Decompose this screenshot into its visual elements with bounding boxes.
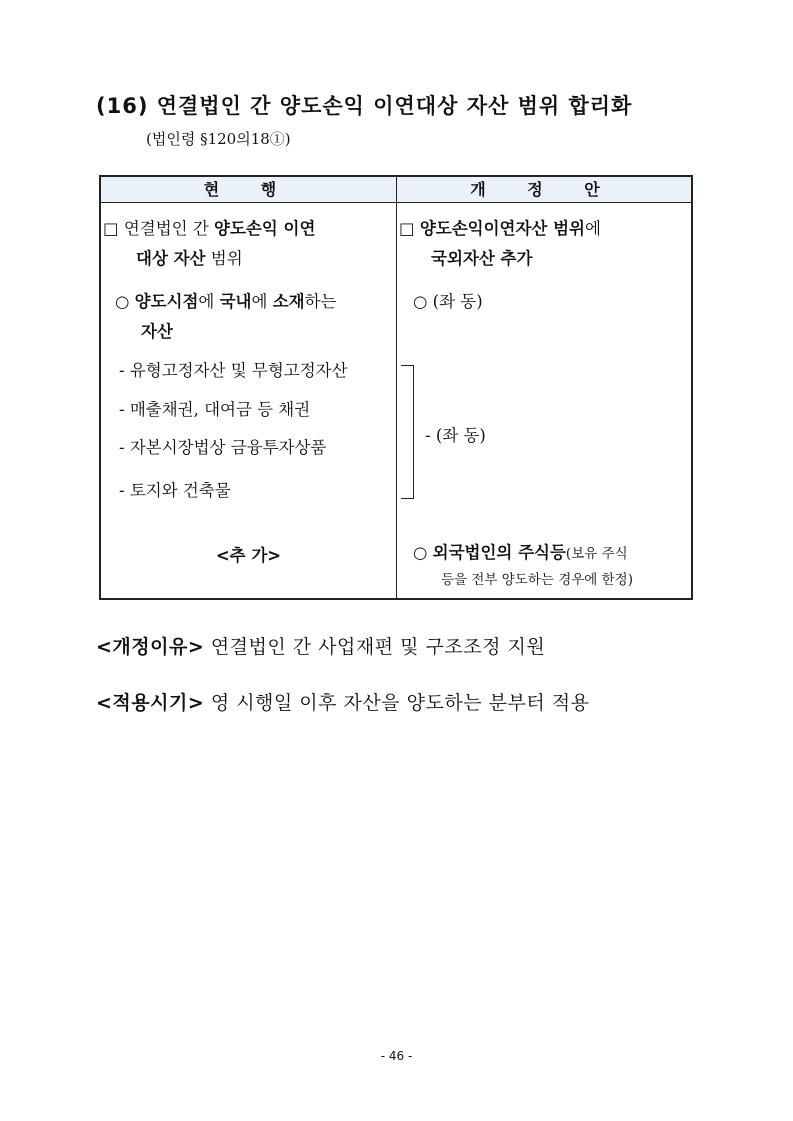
- comparison-table: [99, 175, 693, 600]
- checkbox-icon: □: [399, 219, 420, 238]
- header-proposed: 개 정 안: [397, 177, 691, 203]
- page-number: - 46 -: [380, 1049, 413, 1063]
- text-small: (보유 주식: [565, 546, 628, 562]
- proposed-item-3: - (좌 동): [425, 426, 486, 445]
- text-bold: 양도손익 이연: [214, 219, 316, 238]
- text: 연결법인 간: [123, 219, 215, 238]
- text-bold: 외국법인의 주식등: [432, 543, 566, 562]
- circle-bullet-icon: ○: [413, 543, 433, 562]
- legal-reference: (법인령 §120의18①): [146, 130, 291, 148]
- text-bold: 국내: [219, 292, 252, 311]
- text: 에: [251, 292, 273, 311]
- current-item-2-line-1: [115, 288, 336, 312]
- text-bold: 양도시점: [134, 292, 199, 311]
- text-bold: 대상 자산: [136, 249, 206, 268]
- application-period: [96, 688, 589, 715]
- revision-reason: [96, 632, 545, 659]
- current-subitem-1: - 유형고정자산 및 무형고정자산: [119, 361, 348, 380]
- current-subitem-3: - 자본시장법상 금융투자상품: [119, 438, 327, 457]
- current-subitem-4: - 토지와 건축물: [119, 481, 231, 500]
- current-item-2-line-2: 자산: [141, 322, 173, 341]
- proposed-item-1-line-1: [399, 215, 601, 239]
- text: 범위: [205, 249, 243, 268]
- circle-bullet-icon: ○: [115, 292, 135, 311]
- current-add-placeholder: <추 가>: [215, 546, 282, 565]
- application-period-label: <적용시기>: [96, 692, 205, 714]
- page-title: (16) 연결법인 간 양도손익 이연대상 자산 범위 합리화: [96, 94, 633, 118]
- current-subitem-2: - 매출채권, 대여금 등 채권: [119, 400, 311, 419]
- text-bold: 소재: [272, 292, 305, 311]
- text: 에: [198, 292, 220, 311]
- header-current: 현 행: [101, 177, 397, 203]
- proposed-item-4-line-1: [413, 539, 628, 563]
- revision-reason-label: <개정이유>: [96, 636, 205, 658]
- proposed-item-4-line-2: 등을 전부 양도하는 경우에 한정): [441, 572, 633, 588]
- checkbox-icon: □: [103, 219, 124, 238]
- text: 에: [584, 219, 601, 238]
- current-item-1-line-2: [136, 245, 243, 269]
- bracket: [401, 365, 414, 499]
- proposed-item-2: ○ (좌 동): [413, 292, 483, 311]
- application-period-text: 영 시행일 이후 자산을 양도하는 분부터 적용: [210, 692, 590, 714]
- revision-reason-text: 연결법인 간 사업재편 및 구조조정 지원: [210, 636, 546, 658]
- text-bold: 양도손익이연자산 범위: [419, 219, 585, 238]
- proposed-item-1-line-2: 국외자산 추가: [431, 249, 533, 268]
- column-divider: [396, 177, 397, 598]
- current-item-1-line-1: [103, 215, 315, 239]
- text: 하는: [304, 292, 337, 311]
